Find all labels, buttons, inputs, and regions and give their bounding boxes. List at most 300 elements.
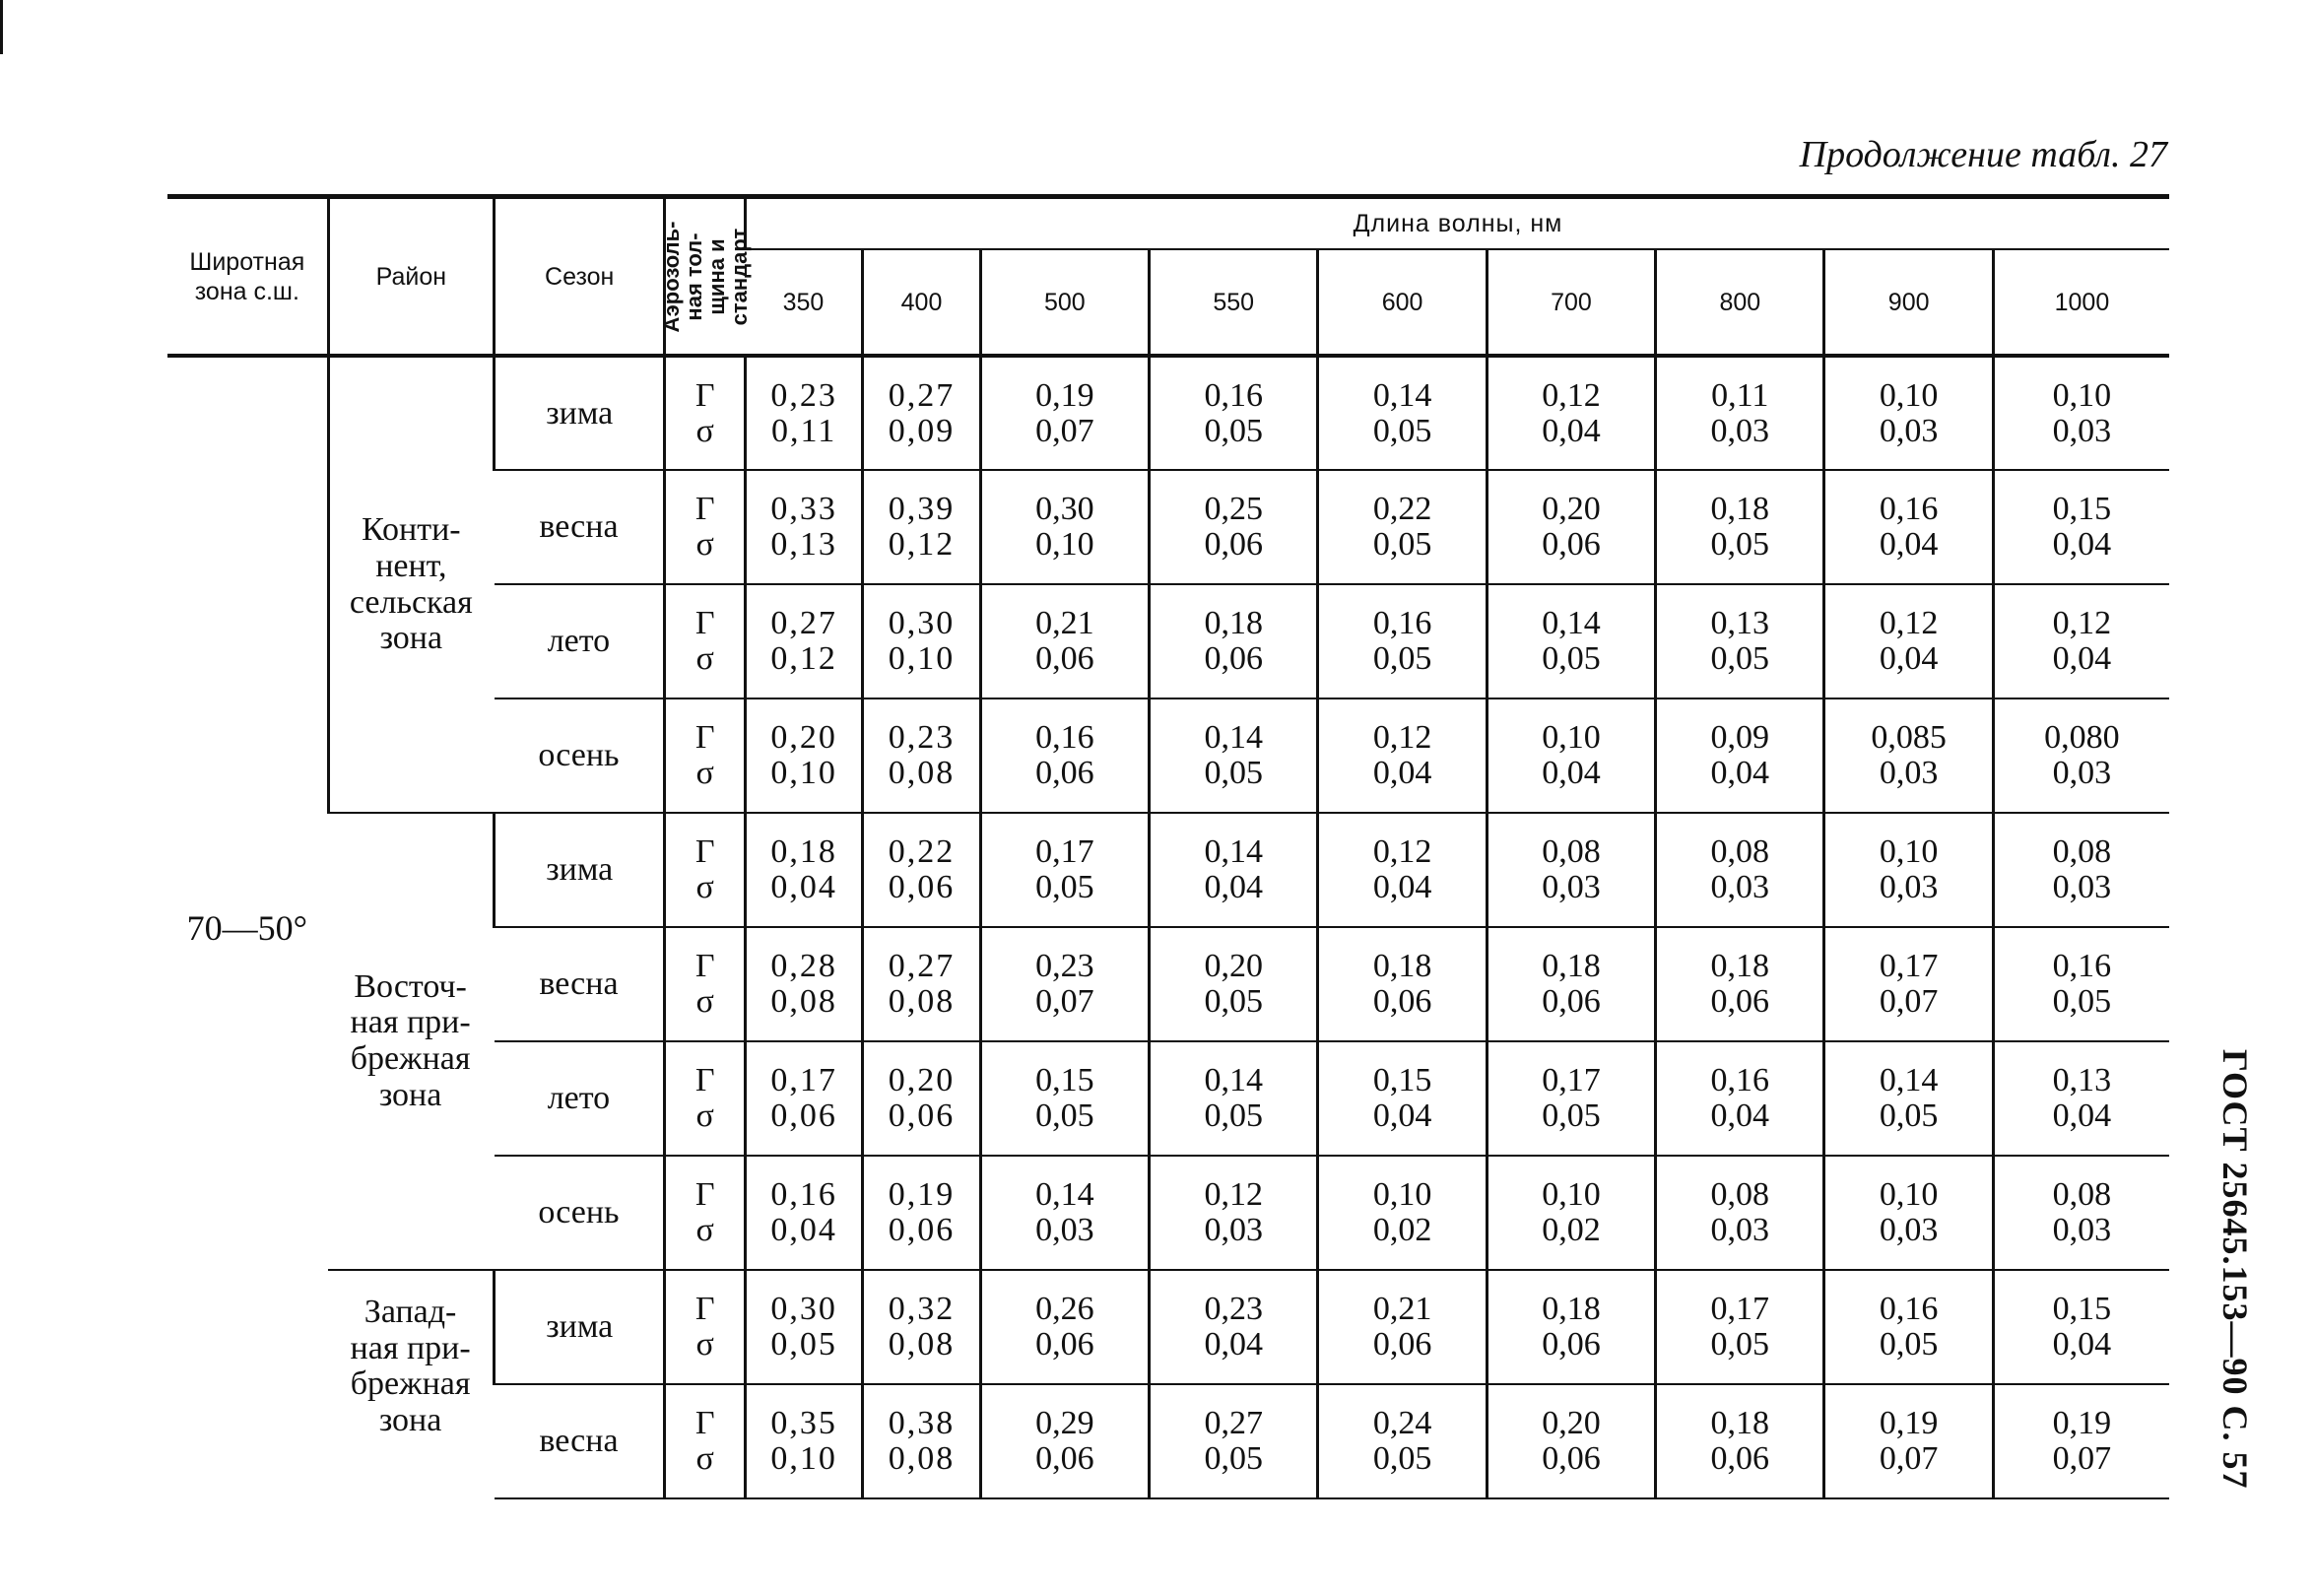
value-sigma: 0,06 — [888, 1212, 956, 1248]
symbol-sigma: σ — [695, 640, 714, 677]
value-gamma: 0,18 — [1204, 605, 1263, 642]
value-gamma: 0,16 — [1879, 491, 1939, 528]
value-cell — [1318, 1041, 1487, 1156]
value-cell — [1656, 356, 1824, 470]
value-gamma: 0,30 — [888, 605, 956, 642]
value-cell — [1656, 698, 1824, 813]
value-gamma: 0,17 — [1710, 1291, 1770, 1328]
value-cell — [1318, 356, 1487, 470]
value-sigma: 0,05 — [1710, 1326, 1770, 1363]
value-gamma: 0,10 — [1372, 1176, 1432, 1214]
value-gamma: 0,085 — [1871, 719, 1947, 757]
region-name: Конти- нент, сельская зона — [328, 356, 494, 813]
aerosol-symbol-pair — [665, 927, 746, 1041]
aerosol-symbol-pair — [665, 1041, 746, 1156]
aerosol-symbol-pair — [665, 1156, 746, 1270]
aerosol-symbol-pair — [665, 356, 746, 470]
symbol-sigma: σ — [695, 1212, 714, 1248]
value-gamma: 0,14 — [1204, 719, 1263, 757]
header-aerosol-thickness-standard: Аэрозоль- ная тол- щина и стандарт — [665, 197, 746, 357]
value-cell — [1318, 584, 1487, 698]
symbol-sigma: σ — [695, 1097, 714, 1134]
header-wavelength: 550 — [1150, 249, 1318, 356]
season-name: лето — [495, 584, 665, 698]
value-cell — [1487, 584, 1655, 698]
value-cell — [863, 927, 980, 1041]
value-sigma: 0,06 — [1204, 526, 1263, 563]
value-sigma: 0,13 — [770, 526, 837, 563]
header-wavelength-group: Длина волны, нм — [746, 197, 2170, 250]
value-cell — [980, 1156, 1149, 1270]
value-gamma: 0,12 — [1372, 833, 1432, 871]
header-wavelength: 350 — [746, 249, 863, 356]
value-gamma: 0,12 — [1542, 376, 1601, 414]
value-cell — [1150, 1270, 1318, 1384]
value-sigma: 0,03 — [1035, 1212, 1094, 1248]
header-region: Район — [328, 197, 494, 357]
value-sigma: 0,10 — [888, 640, 956, 677]
value-sigma: 0,07 — [1879, 1440, 1939, 1477]
value-sigma: 0,02 — [1542, 1212, 1601, 1248]
symbol-gamma: Г — [694, 1062, 715, 1099]
value-cell — [1150, 1384, 1318, 1498]
value-gamma: 0,12 — [1372, 719, 1432, 757]
value-cell — [980, 584, 1149, 698]
value-sigma: 0,04 — [2052, 640, 2112, 677]
value-gamma: 0,08 — [1542, 833, 1601, 871]
value-gamma: 0,19 — [2052, 1405, 2112, 1442]
value-cell — [863, 698, 980, 813]
value-cell — [1824, 927, 1993, 1041]
value-cell — [1824, 1041, 1993, 1156]
value-sigma: 0,08 — [888, 1440, 956, 1477]
value-gamma: 0,23 — [1204, 1291, 1263, 1328]
value-sigma: 0,06 — [1710, 1440, 1770, 1477]
value-cell — [746, 1041, 863, 1156]
value-cell — [1150, 584, 1318, 698]
table-body — [167, 356, 2169, 1498]
value-gamma: 0,29 — [1035, 1405, 1094, 1442]
value-cell — [746, 927, 863, 1041]
value-cell — [1993, 470, 2169, 584]
value-sigma: 0,12 — [770, 640, 837, 677]
value-gamma: 0,10 — [1879, 1176, 1939, 1214]
value-cell — [1487, 1270, 1655, 1384]
value-sigma: 0,05 — [1879, 1326, 1939, 1363]
value-cell — [980, 1041, 1149, 1156]
value-gamma: 0,16 — [1879, 1291, 1939, 1328]
value-sigma: 0,06 — [888, 1097, 956, 1134]
value-gamma: 0,18 — [1542, 1291, 1601, 1328]
value-cell — [863, 470, 980, 584]
value-cell — [1824, 1270, 1993, 1384]
season-name: осень — [495, 698, 665, 813]
value-sigma: 0,06 — [1035, 755, 1094, 791]
value-sigma: 0,04 — [1879, 640, 1939, 677]
value-cell — [863, 1041, 980, 1156]
symbol-gamma: Г — [694, 719, 715, 757]
value-sigma: 0,05 — [770, 1326, 837, 1363]
value-gamma: 0,14 — [1204, 1062, 1263, 1099]
value-cell — [1487, 470, 1655, 584]
value-gamma: 0,38 — [888, 1405, 956, 1442]
value-cell — [1656, 1384, 1824, 1498]
symbol-gamma: Г — [694, 491, 715, 528]
symbol-sigma: σ — [695, 412, 714, 449]
value-cell — [1150, 927, 1318, 1041]
value-sigma: 0,03 — [1710, 869, 1770, 905]
value-gamma: 0,18 — [1710, 1405, 1770, 1442]
value-cell — [1993, 1384, 2169, 1498]
value-cell — [1824, 356, 1993, 470]
value-cell — [1487, 1041, 1655, 1156]
value-sigma: 0,02 — [1372, 1212, 1432, 1248]
value-sigma: 0,04 — [1542, 755, 1601, 791]
value-cell — [863, 1270, 980, 1384]
value-cell — [1824, 470, 1993, 584]
season-name: весна — [495, 927, 665, 1041]
value-gamma: 0,16 — [2052, 948, 2112, 985]
value-sigma: 0,03 — [1542, 869, 1601, 905]
region-name: Восточ- ная при- брежная зона — [328, 813, 494, 1270]
symbol-gamma: Г — [694, 1405, 715, 1442]
value-sigma: 0,07 — [1035, 412, 1094, 449]
value-gamma: 0,35 — [770, 1405, 837, 1442]
value-sigma: 0,07 — [1879, 983, 1939, 1020]
symbol-sigma: σ — [695, 526, 714, 563]
season-name: лето — [495, 1041, 665, 1156]
value-sigma: 0,05 — [1204, 755, 1263, 791]
value-gamma: 0,27 — [888, 948, 956, 985]
value-gamma: 0,26 — [1035, 1291, 1094, 1328]
value-gamma: 0,19 — [1035, 376, 1094, 414]
value-gamma: 0,08 — [2052, 1176, 2112, 1214]
symbol-sigma: σ — [695, 1440, 714, 1477]
value-sigma: 0,04 — [1710, 755, 1770, 791]
value-cell — [863, 813, 980, 927]
value-sigma: 0,03 — [1204, 1212, 1263, 1248]
value-gamma: 0,30 — [1035, 491, 1094, 528]
value-sigma: 0,04 — [1710, 1097, 1770, 1134]
header-latitude-zone: Широтная зона с.ш. — [167, 197, 328, 357]
value-sigma: 0,11 — [771, 412, 837, 449]
value-cell — [1150, 1041, 1318, 1156]
value-cell — [1318, 1270, 1487, 1384]
value-gamma: 0,25 — [1204, 491, 1263, 528]
value-gamma: 0,080 — [2044, 719, 2120, 757]
value-gamma: 0,10 — [2052, 376, 2112, 414]
value-gamma: 0,21 — [1372, 1291, 1432, 1328]
value-sigma: 0,08 — [888, 983, 956, 1020]
value-sigma: 0,05 — [1542, 1097, 1601, 1134]
value-sigma: 0,03 — [1879, 412, 1939, 449]
value-gamma: 0,15 — [1035, 1062, 1094, 1099]
value-cell — [1993, 927, 2169, 1041]
value-gamma: 0,20 — [888, 1062, 956, 1099]
value-sigma: 0,03 — [1879, 1212, 1939, 1248]
value-cell — [980, 356, 1149, 470]
value-cell — [1993, 1156, 2169, 1270]
value-gamma: 0,18 — [1542, 948, 1601, 985]
value-sigma: 0,05 — [1372, 526, 1432, 563]
value-gamma: 0,20 — [1542, 491, 1601, 528]
aerosol-symbol-pair — [665, 584, 746, 698]
value-gamma: 0,27 — [770, 605, 837, 642]
value-sigma: 0,06 — [1035, 1440, 1094, 1477]
aerosol-symbol-pair — [665, 1384, 746, 1498]
season-name: весна — [495, 1384, 665, 1498]
value-sigma: 0,05 — [1204, 412, 1263, 449]
value-cell — [1318, 470, 1487, 584]
value-sigma: 0,05 — [1710, 640, 1770, 677]
value-sigma: 0,05 — [1710, 526, 1770, 563]
value-gamma: 0,10 — [1542, 1176, 1601, 1214]
value-sigma: 0,04 — [1542, 412, 1601, 449]
value-sigma: 0,06 — [770, 1097, 837, 1134]
value-cell — [1487, 1156, 1655, 1270]
value-cell — [863, 356, 980, 470]
value-sigma: 0,08 — [888, 1326, 956, 1363]
value-gamma: 0,27 — [888, 376, 956, 414]
value-gamma: 0,09 — [1710, 719, 1770, 757]
value-cell — [1824, 1156, 1993, 1270]
value-gamma: 0,27 — [1204, 1405, 1263, 1442]
value-gamma: 0,30 — [770, 1291, 837, 1328]
header-wavelength: 600 — [1318, 249, 1487, 356]
value-gamma: 0,24 — [1372, 1405, 1432, 1442]
value-cell — [1150, 698, 1318, 813]
value-cell — [1487, 356, 1655, 470]
value-cell — [746, 470, 863, 584]
value-gamma: 0,10 — [1879, 376, 1939, 414]
document-code-page-number: ГОСТ 25645.153—90 С. 57 — [2215, 1049, 2255, 1490]
value-gamma: 0,22 — [1372, 491, 1432, 528]
value-cell — [863, 1156, 980, 1270]
symbol-gamma: Г — [694, 833, 715, 871]
value-cell — [1993, 356, 2169, 470]
value-gamma: 0,23 — [770, 376, 837, 414]
value-gamma: 0,32 — [888, 1291, 956, 1328]
value-cell — [863, 584, 980, 698]
value-gamma: 0,17 — [770, 1062, 837, 1099]
value-cell — [1487, 1384, 1655, 1498]
value-cell — [863, 1384, 980, 1498]
value-sigma: 0,04 — [1372, 755, 1432, 791]
value-sigma: 0,03 — [2052, 755, 2112, 791]
aerosol-symbol-pair — [665, 470, 746, 584]
table-continuation-label: Продолжение табл. 27 — [1799, 134, 2167, 175]
value-sigma: 0,06 — [1542, 526, 1601, 563]
header-wavelength: 900 — [1824, 249, 1993, 356]
value-sigma: 0,05 — [1372, 1440, 1432, 1477]
aerosol-optical-thickness-table — [167, 194, 2169, 1499]
value-sigma: 0,09 — [888, 412, 956, 449]
symbol-gamma: Г — [694, 605, 715, 642]
value-sigma: 0,05 — [1035, 869, 1094, 905]
value-cell — [1993, 584, 2169, 698]
value-sigma: 0,06 — [1542, 1440, 1601, 1477]
value-sigma: 0,03 — [1710, 1212, 1770, 1248]
value-gamma: 0,11 — [1711, 376, 1769, 414]
value-sigma: 0,05 — [1204, 983, 1263, 1020]
value-gamma: 0,14 — [1035, 1176, 1094, 1214]
value-gamma: 0,19 — [1879, 1405, 1939, 1442]
value-sigma: 0,03 — [1710, 412, 1770, 449]
value-gamma: 0,08 — [2052, 833, 2112, 871]
value-sigma: 0,05 — [1035, 1097, 1094, 1134]
value-sigma: 0,04 — [1372, 869, 1432, 905]
value-gamma: 0,16 — [770, 1176, 837, 1214]
value-gamma: 0,39 — [888, 491, 956, 528]
value-sigma: 0,05 — [2052, 983, 2112, 1020]
value-cell — [1656, 927, 1824, 1041]
value-sigma: 0,06 — [888, 869, 956, 905]
value-gamma: 0,22 — [888, 833, 956, 871]
value-cell — [746, 1156, 863, 1270]
value-gamma: 0,16 — [1035, 719, 1094, 757]
value-gamma: 0,13 — [2052, 1062, 2112, 1099]
value-gamma: 0,14 — [1879, 1062, 1939, 1099]
value-sigma: 0,08 — [770, 983, 837, 1020]
region-name: Запад- ная при- брежная зона — [328, 1270, 494, 1498]
value-gamma: 0,17 — [1035, 833, 1094, 871]
value-cell — [1656, 584, 1824, 698]
value-sigma: 0,04 — [2052, 526, 2112, 563]
value-cell — [1993, 1270, 2169, 1384]
value-cell — [746, 698, 863, 813]
value-gamma: 0,12 — [1879, 605, 1939, 642]
value-cell — [980, 927, 1149, 1041]
value-sigma: 0,04 — [2052, 1097, 2112, 1134]
value-gamma: 0,14 — [1372, 376, 1432, 414]
value-sigma: 0,05 — [1372, 412, 1432, 449]
header-wavelength: 800 — [1656, 249, 1824, 356]
value-sigma: 0,04 — [770, 1212, 837, 1248]
value-sigma: 0,10 — [1035, 526, 1094, 563]
value-cell — [1656, 470, 1824, 584]
value-gamma: 0,12 — [1204, 1176, 1263, 1214]
value-gamma: 0,16 — [1710, 1062, 1770, 1099]
value-sigma: 0,06 — [1372, 983, 1432, 1020]
value-gamma: 0,18 — [1710, 948, 1770, 985]
symbol-sigma: σ — [695, 869, 714, 905]
value-gamma: 0,14 — [1204, 833, 1263, 871]
value-sigma: 0,07 — [2052, 1440, 2112, 1477]
value-gamma: 0,18 — [1372, 948, 1432, 985]
value-gamma: 0,23 — [888, 719, 956, 757]
value-cell — [1824, 698, 1993, 813]
value-sigma: 0,12 — [888, 526, 956, 563]
value-cell — [746, 584, 863, 698]
value-cell — [1656, 813, 1824, 927]
value-gamma: 0,17 — [1542, 1062, 1601, 1099]
table-row — [167, 1270, 2169, 1384]
value-gamma: 0,14 — [1542, 605, 1601, 642]
value-cell — [1824, 584, 1993, 698]
value-cell — [1656, 1041, 1824, 1156]
value-gamma: 0,20 — [1204, 948, 1263, 985]
value-cell — [980, 698, 1149, 813]
value-sigma: 0,03 — [1879, 755, 1939, 791]
value-cell — [746, 1384, 863, 1498]
season-name: зима — [495, 813, 665, 927]
value-sigma: 0,04 — [1372, 1097, 1432, 1134]
value-gamma: 0,12 — [2052, 605, 2112, 642]
value-sigma: 0,05 — [1542, 640, 1601, 677]
header-wavelength: 500 — [980, 249, 1149, 356]
symbol-sigma: σ — [695, 755, 714, 791]
value-sigma: 0,06 — [1542, 983, 1601, 1020]
latitude-zone-value: 70—50° — [186, 908, 308, 948]
value-sigma: 0,06 — [1204, 640, 1263, 677]
symbol-sigma: σ — [695, 1326, 714, 1363]
symbol-sigma: σ — [695, 983, 714, 1020]
value-cell — [1150, 1156, 1318, 1270]
value-cell — [1993, 813, 2169, 927]
value-gamma: 0,20 — [1542, 1405, 1601, 1442]
value-gamma: 0,18 — [1710, 491, 1770, 528]
value-gamma: 0,28 — [770, 948, 837, 985]
table-row — [167, 356, 2169, 470]
value-cell — [1150, 470, 1318, 584]
table-row — [167, 813, 2169, 927]
header-wavelength: 1000 — [1993, 249, 2169, 356]
value-sigma: 0,05 — [1879, 1097, 1939, 1134]
value-sigma: 0,06 — [1542, 1326, 1601, 1363]
value-cell — [1318, 698, 1487, 813]
aerosol-symbol-pair — [665, 698, 746, 813]
value-gamma: 0,33 — [770, 491, 837, 528]
symbol-gamma: Г — [694, 1291, 715, 1328]
value-sigma: 0,08 — [888, 755, 956, 791]
aerosol-symbol-pair — [665, 1270, 746, 1384]
value-sigma: 0,03 — [2052, 869, 2112, 905]
value-sigma: 0,05 — [1204, 1097, 1263, 1134]
symbol-gamma: Г — [694, 1176, 715, 1214]
season-name: весна — [495, 470, 665, 584]
value-sigma: 0,06 — [1035, 640, 1094, 677]
symbol-gamma: Г — [694, 376, 715, 414]
value-cell — [1656, 1270, 1824, 1384]
value-gamma: 0,10 — [1879, 833, 1939, 871]
value-cell — [1318, 1384, 1487, 1498]
value-cell — [1318, 1156, 1487, 1270]
header-wavelength: 700 — [1487, 249, 1655, 356]
value-gamma: 0,13 — [1710, 605, 1770, 642]
value-gamma: 0,10 — [1542, 719, 1601, 757]
value-cell — [746, 1270, 863, 1384]
value-cell — [1487, 927, 1655, 1041]
value-sigma: 0,05 — [1372, 640, 1432, 677]
value-sigma: 0,06 — [1035, 1326, 1094, 1363]
scan-edge-mark — [0, 0, 3, 54]
value-gamma: 0,15 — [2052, 491, 2112, 528]
value-cell — [980, 1270, 1149, 1384]
season-name: зима — [495, 356, 665, 470]
header-wavelength: 400 — [863, 249, 980, 356]
symbol-gamma: Г — [694, 948, 715, 985]
value-cell — [1318, 927, 1487, 1041]
header-season: Сезон — [495, 197, 665, 357]
value-gamma: 0,08 — [1710, 1176, 1770, 1214]
season-name: зима — [495, 1270, 665, 1384]
value-sigma: 0,04 — [1204, 1326, 1263, 1363]
value-cell — [980, 813, 1149, 927]
value-sigma: 0,10 — [770, 755, 837, 791]
value-cell — [980, 1384, 1149, 1498]
value-cell — [1993, 1041, 2169, 1156]
value-sigma: 0,10 — [770, 1440, 837, 1477]
